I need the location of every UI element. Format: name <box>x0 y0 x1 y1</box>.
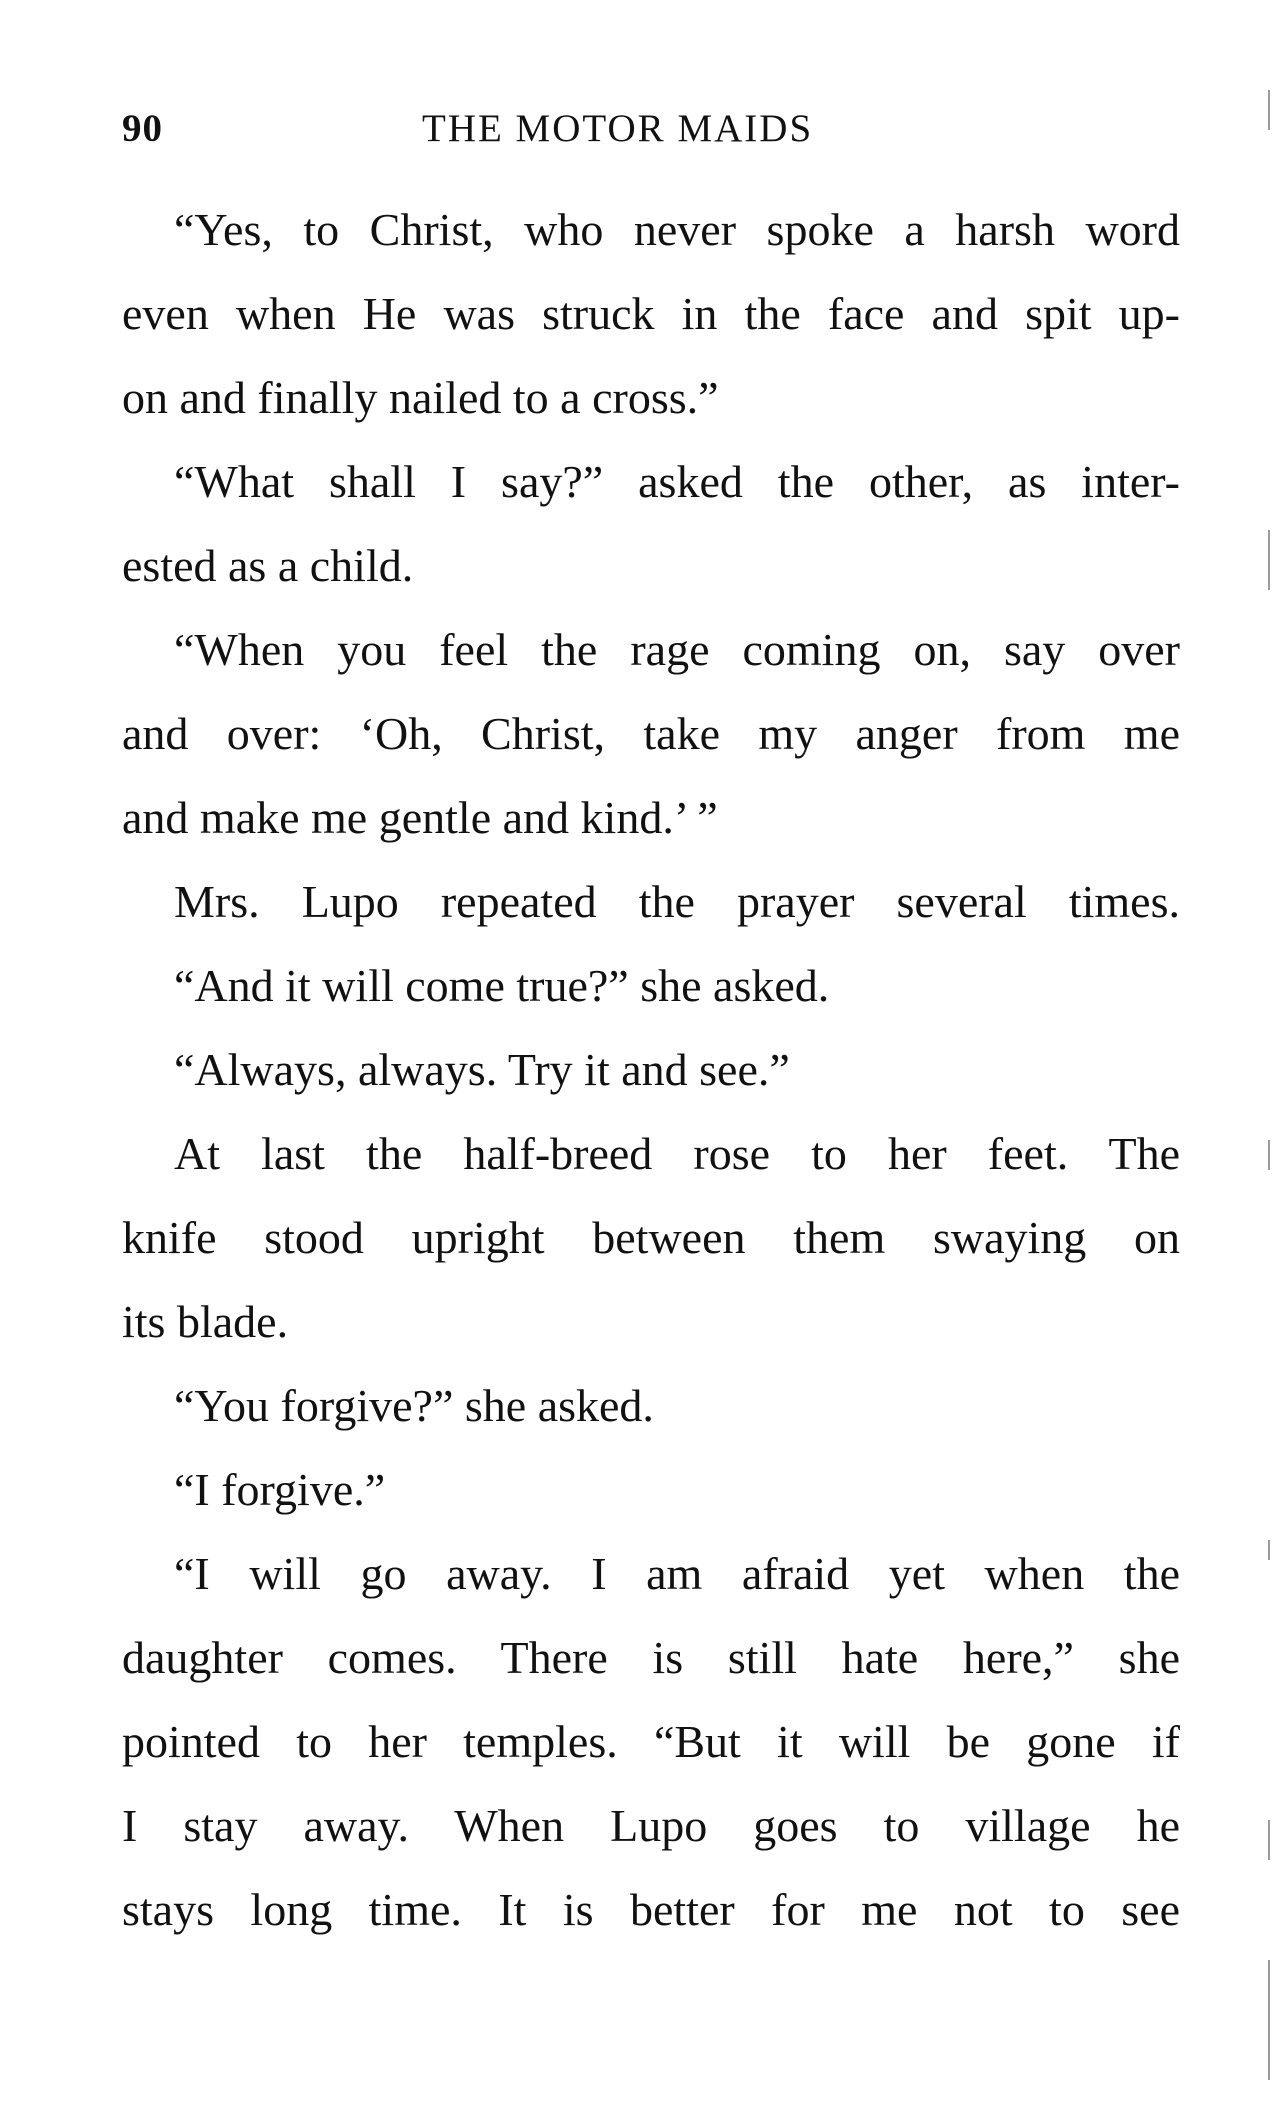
text-line: At last the half-breed rose to her feet. The <box>174 1128 1180 1179</box>
text-line: pointed to her temples. “But it will be gone if <box>122 1716 1180 1767</box>
text-line: I stay away. When Lupo goes to village he <box>122 1800 1180 1851</box>
running-title: THE MOTOR MAIDS <box>422 107 814 150</box>
edge-mark <box>1268 90 1270 130</box>
text-line: even when He was struck in the face and spit up- <box>122 288 1180 339</box>
text-line: Mrs. Lupo repeated the prayer several times. <box>174 876 1180 927</box>
text-line: daughter comes. There is still hate here,” she <box>122 1632 1180 1683</box>
edge-mark <box>1268 530 1270 590</box>
text-line: “When you feel the rage coming on, say over <box>174 624 1180 675</box>
text-line: “I will go away. I am afraid yet when the <box>174 1548 1180 1599</box>
body-text <box>122 188 1180 1952</box>
text-line: ested as a child. <box>122 540 414 591</box>
text-line: on and finally nailed to a cross.” <box>122 372 719 423</box>
text-line: its blade. <box>122 1296 289 1347</box>
edge-mark <box>1268 1960 1270 2080</box>
text-line: “And it will come true?” she asked. <box>174 960 830 1011</box>
page-edge-marks <box>1268 0 1276 2103</box>
text-line: “Always, always. Try it and see.” <box>174 1044 790 1095</box>
text-line: and make me gentle and kind.’ ” <box>122 792 718 843</box>
text-line: and over: ‘Oh, Christ, take my anger from me <box>122 708 1180 759</box>
text-line: “You forgive?” she asked. <box>174 1380 654 1431</box>
text-line: knife stood upright between them swaying on <box>122 1212 1180 1263</box>
text-line: stays long time. It is better for me not to see <box>122 1884 1180 1935</box>
running-head <box>122 106 1180 156</box>
edge-mark <box>1268 1140 1270 1170</box>
edge-mark <box>1268 1540 1270 1560</box>
text-line: “I forgive.” <box>174 1464 386 1515</box>
text-line: “Yes, to Christ, who never spoke a harsh word <box>174 204 1180 255</box>
edge-mark <box>1268 1820 1270 1860</box>
page-number: 90 <box>122 107 163 150</box>
text-line: “What shall I say?” asked the other, as inter- <box>174 456 1180 507</box>
